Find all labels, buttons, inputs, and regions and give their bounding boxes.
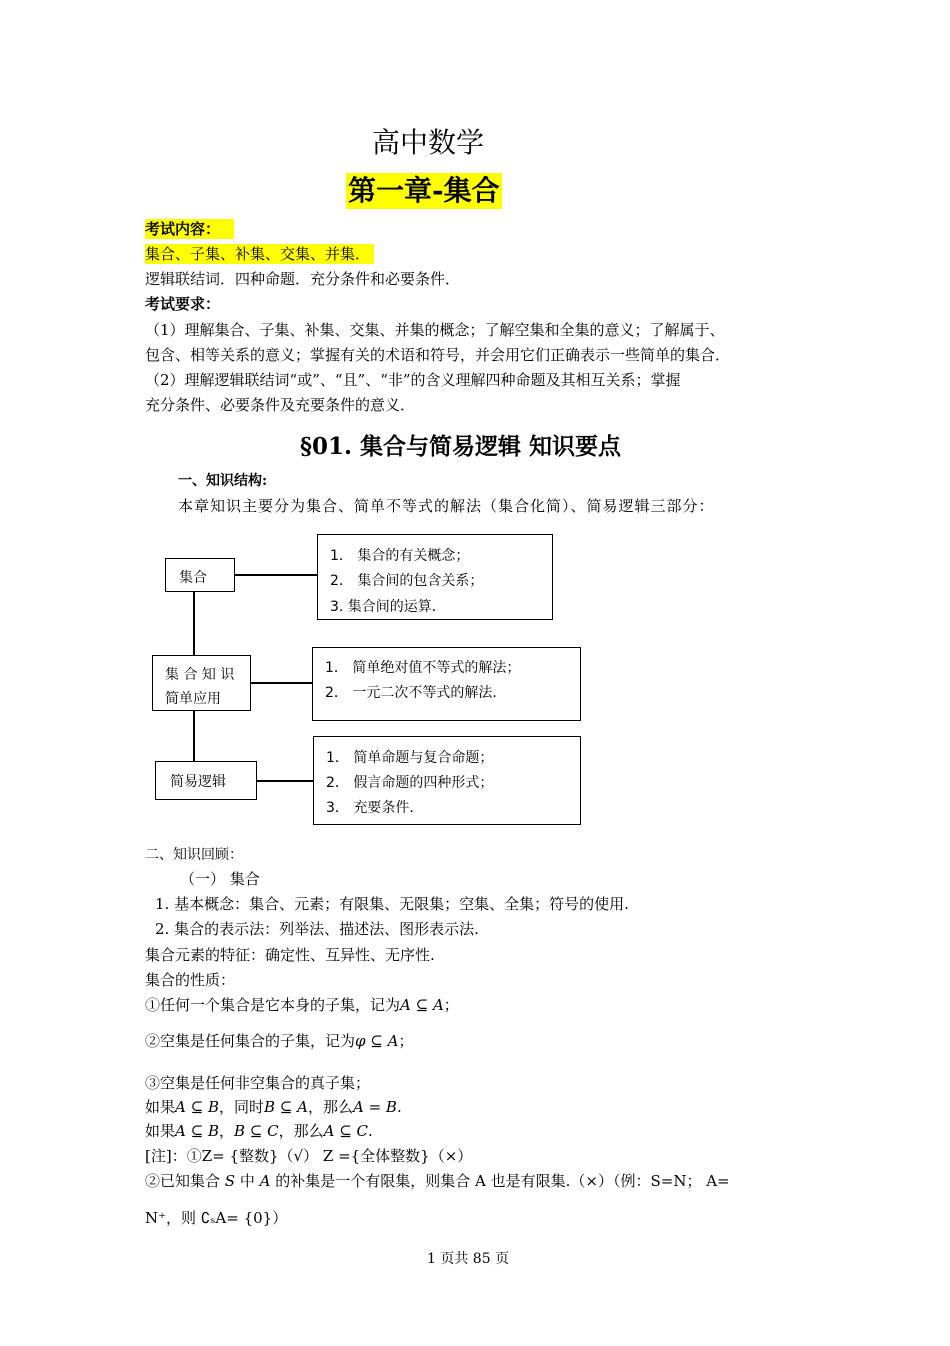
exam-content-topics: 集合、子集、补集、交集、并集．: [145, 244, 374, 264]
property-text: ②空集是任何集合的子集，记为: [145, 1032, 356, 1050]
math-expression: A ⊆ B: [175, 1098, 219, 1116]
requirement-line: 充分条件、必要条件及充要条件的意义．: [145, 396, 416, 414]
rule-text: ，那么: [307, 1098, 353, 1116]
exam-requirements-heading: 考试要求：: [145, 295, 221, 313]
detail-box-logic: [313, 736, 581, 825]
note-3: N⁺，则 ∁ₛA= {0}）: [145, 1209, 288, 1227]
rule-text: ，那么: [278, 1122, 324, 1140]
knowledge-structure-heading: 一、知识结构:: [178, 473, 268, 489]
note-1: [注]：①Z= {整数}（√） Z ={全体整数}（×）: [145, 1147, 473, 1165]
property-3: ③空集是任何非空集合的真子集；: [145, 1074, 371, 1092]
detail-item: 1． 简单绝对值不等式的解法；: [325, 660, 521, 676]
math-expression: B ⊆ A: [264, 1098, 308, 1116]
property-text: ①任何一个集合是它本身的子集，记为: [145, 996, 401, 1014]
math-expression: A ⊆ B: [175, 1122, 219, 1140]
note-2: [145, 1171, 730, 1191]
detail-item: 2． 假言命题的四种形式；: [326, 775, 494, 791]
exam-content-heading: 考试内容：: [145, 219, 234, 239]
detail-item: 1． 集合的有关概念；: [330, 548, 470, 564]
node-label: 简单应用: [165, 691, 221, 707]
requirement-line: （2）理解逻辑联结词“或”、“且”、“非”的含义理解四种命题及其相互关系；掌握: [145, 371, 681, 389]
connector-line: [257, 780, 313, 782]
node-simple-logic: [155, 761, 257, 800]
detail-item: 3． 充要条件．: [326, 800, 424, 816]
section-heading: §01. 集合与简易逻辑 知识要点: [300, 433, 622, 460]
detail-box-inequalities: [312, 647, 581, 721]
connector-line: [235, 574, 317, 576]
document-title: 高中数学: [372, 126, 485, 159]
node-label: 简易逻辑: [170, 774, 226, 790]
detail-item: 1． 简单命题与复合命题；: [326, 750, 494, 766]
review-subheading: （一） 集合: [180, 870, 260, 888]
subset-rule-1: [145, 1097, 402, 1117]
detail-item: 2． 一元二次不等式的解法．: [325, 685, 507, 701]
review-heading: 二、知识回顾：: [145, 847, 243, 863]
knowledge-structure-intro: 本章知识主要分为集合、简单不等式的解法（集合化简）、简易逻辑三部分：: [178, 497, 715, 515]
math-expression: B ⊆ C: [234, 1122, 279, 1140]
review-item: 1. 基本概念：集合、元素；有限集、无限集；空集、全集；符号的使用.: [155, 895, 629, 913]
node-label: 集合: [179, 570, 207, 586]
note-text: 的补集是一个有限集，则集合 A 也是有限集.（×）（例：S=N； A=: [275, 1172, 730, 1190]
math-expression: φ ⊆ A: [355, 1032, 399, 1050]
connector-line: [251, 682, 312, 684]
chapter-title: 第一章-集合: [348, 174, 500, 207]
math-expression: A = B.: [352, 1098, 402, 1116]
note-text: ②已知集合: [145, 1172, 221, 1190]
subset-rule-2: 如果A ⊆ B，B ⊆ C，那么A ⊆ C.: [145, 1122, 373, 1140]
connector-line: [193, 711, 195, 761]
property-2: ②空集是任何集合的子集，记为φ ⊆ A；: [145, 1032, 414, 1050]
math-expression: A ⊆ C: [323, 1122, 369, 1140]
requirement-line: 包含、相等关系的意义；掌握有关的术语和符号，并会用它们正确表示一些简单的集合．: [145, 346, 731, 364]
set-element-features: 集合元素的特征：确定性、互异性、无序性.: [145, 946, 435, 964]
math-symbol: S: [224, 1172, 236, 1190]
requirement-line: （1）理解集合、子集、补集、交集、并集的概念；了解空集和全集的意义；了解属于、: [145, 321, 725, 339]
node-set-applications: [152, 655, 251, 711]
rule-text: 如果: [145, 1122, 176, 1140]
detail-box-sets: [317, 534, 553, 620]
exam-content-logic: 逻辑联结词．四种命题．充分条件和必要条件．: [145, 270, 461, 288]
note-text: 中: [239, 1172, 255, 1190]
page-footer: 1 页共 85 页: [427, 1251, 510, 1267]
set-properties-heading: 集合的性质：: [145, 971, 236, 989]
connector-line: [193, 592, 195, 655]
math-expression: A ⊆ A: [400, 996, 444, 1014]
rule-text: ，同时: [218, 1098, 264, 1116]
math-symbol: A: [259, 1172, 271, 1190]
node-label: 集 合 知 识: [165, 667, 235, 683]
review-item: 2. 集合的表示法：列举法、描述法、图形表示法.: [155, 920, 479, 938]
rule-text: 如果: [145, 1098, 176, 1116]
detail-item: 2． 集合间的包含关系；: [330, 573, 484, 589]
property-1: ①任何一个集合是它本身的子集，记为A ⊆ A；: [145, 996, 459, 1014]
node-sets: [165, 558, 235, 592]
detail-item: 3. 集合间的运算．: [330, 599, 446, 615]
